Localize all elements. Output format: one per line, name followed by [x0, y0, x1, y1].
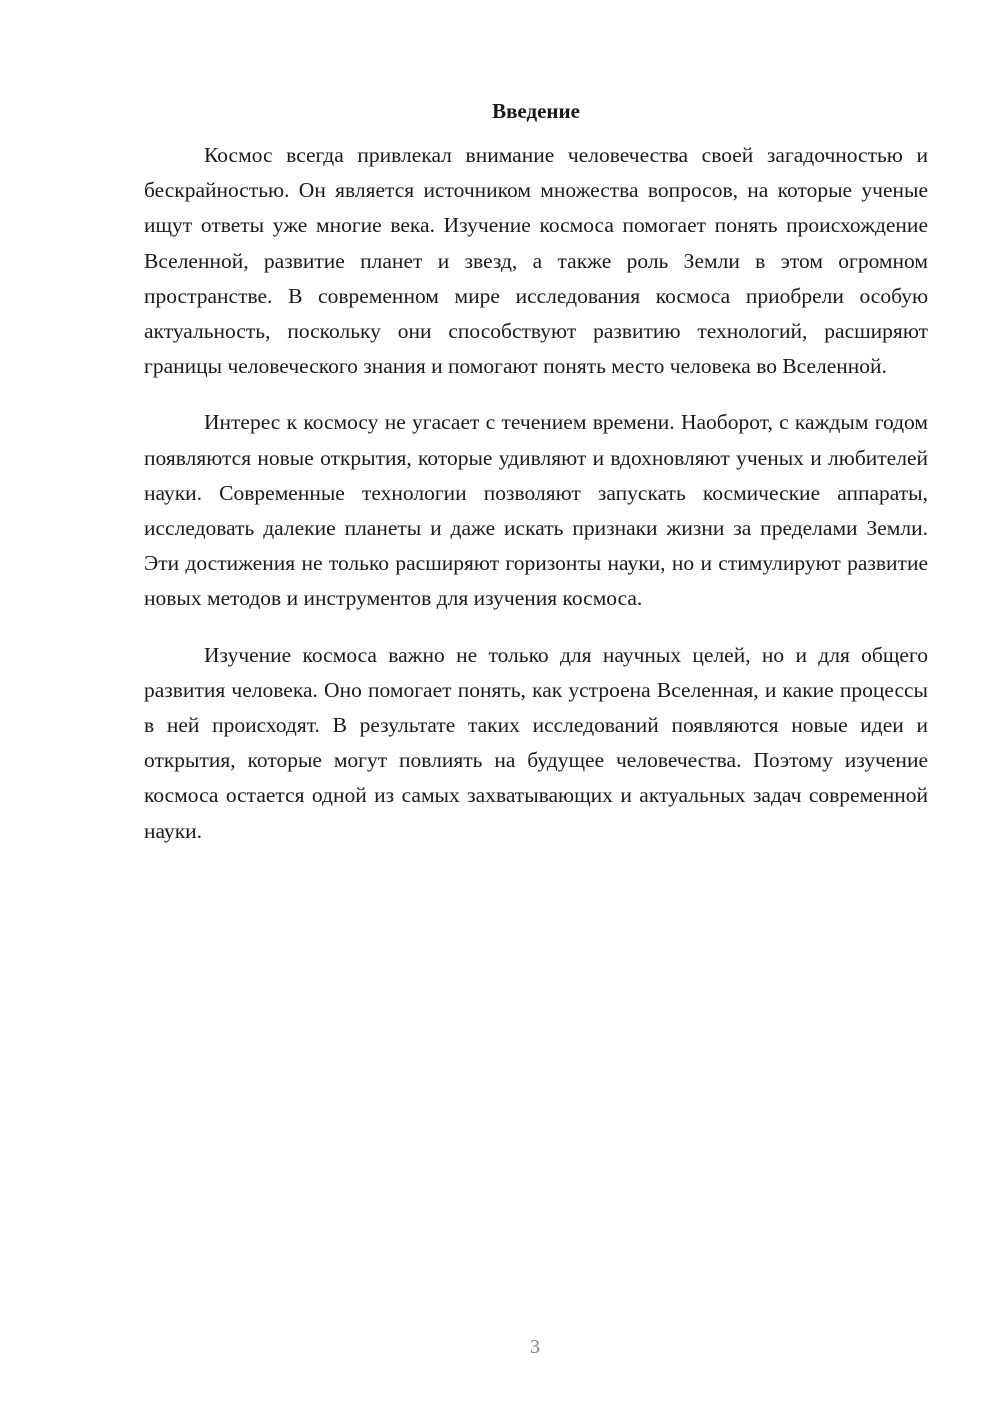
page-number: 3	[530, 1336, 540, 1358]
paragraph-1: Космос всегда привлекал внимание человечества своей загадочностью и бескрайностью. Он является источником множества вопросов, на которые ученые ищут ответы уже многие века. Изучение космоса помогает понять происхождение Вселенной, развитие планет и звезд, а также роль Земли в этом огромном пространстве. В современном мире исследования космоса приобрели особую актуальность, поскольку они способствуют развитию технологий, расширяют границы человеческого знания и помогают понять место человека во Вселенной.	[144, 143, 928, 379]
section-title: Введение	[492, 99, 580, 123]
page-content	[144, 96, 928, 870]
paragraph-2: Интерес к космосу не угасает с течением времени. Наоборот, с каждым годом появляются новые открытия, которые удивляют и вдохновляют ученых и любителей науки. Современные технологии позволяют запускать космические аппараты, исследовать далекие планеты и даже искать признаки жизни за пределами Земли. Эти достижения не только расширяют горизонты науки, но и стимулируют развитие новых методов и инструментов для изучения космоса.	[144, 410, 928, 611]
paragraph-3: Изучение космоса важно не только для научных целей, но и для общего развития человека. Оно помогает понять, как устроена Вселенная, и какие процессы в ней происходят. В результате таких исследований появляются новые идеи и открытия, которые могут повлиять на будущее человечества. Поэтому изучение космоса остается одной из самых захватывающих и актуальных задач современной науки.	[144, 642, 928, 843]
